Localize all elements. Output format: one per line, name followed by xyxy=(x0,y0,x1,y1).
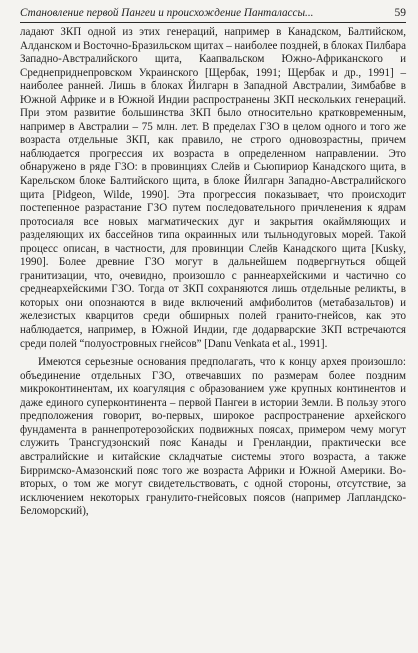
running-header xyxy=(20,6,406,23)
page-number: 59 xyxy=(394,7,406,19)
running-title: Становление первой Пангеи и происхождение Панталассы... xyxy=(20,7,314,19)
paragraph-2: Имеются серьезные основания предполагать, что к концу архея произошло: объединение отдельных ГЗО, отвечавших по размерам более поздним микроконтинентам, их коагуляция с образованием уже крупных континентов и даже единого суперконтинента – первой Пангеи в истории Земли. В пользу этого предположения говорит, во-первых, широкое распространение архейского фундамента в раннепротерозойских подвижных поясах, примером чему могут служить Трансгудзонский пояс Канады и Гренландии, практически все австралийские и китайские складчатые системы этого возраста, а также Бирримско-Амазонский пояс того же возраста Африки и Южной Америки. Во-вторых, о том же могут свидетельствовать, с одной стороны, отсутствие, за исключением некоторых гранулито-гнейсовых поясов (например Лапландско-Беломорский), xyxy=(20,356,406,518)
paragraph-1: ладают ЗКП одной из этих генераций, например в Канадском, Балтийском, Алданском и Восточно-Бразильском щитах – наиболее поздней, в блоках Пилбара Западно-Австралийского щита, Каапвальском Южно-Африканского и Среднеприднепровском Украинского [Щербак, 1991; Щербак и др., 1991] – наиболее ранней. Лишь в блоках Йилгарн в Западной Австралии, Зимбабве в Южной Африке и в Южной Индии распространены ЗКП нескольких генераций. При этом развитие большинства ЗКП было относительно кратковременным, например в Австралии – 75 млн. лет. В пределах ГЗО в целом одного и того же возраста отдельные ЗКП, как правило, не строго одновозрастны, причем наблюдается прогрессия их возраста в определенном направлении. Это обнаружено в ряде ГЗО: в провинциях Слейв и Сьюпириор Канадского щита, в Карельском блоке Балтийского щита, в блоке Йилгарн Западно-Австралийского щита [Pidgeon, Wilde, 1990]. Эта прогрессия показывает, что происходит постепенное разрастание ГЗО путем последовательного причленения к ядрам протосиаля все новых магматических дуг и закрытия окаймляющих и разделяющих их бассейнов типа окраинных или тыльнодуговых морей. Такой процесс описан, в частности, для провинции Слейв Канадского щита [Kusky, 1990]. Более древние ГЗО могут в дальнейшем подвергнуться общей гранитизации, что, очевидно, произошло с раннеархейскими и частично со среднеархейскими ГЗО. Тогда от ЗКП сохраняются лишь отдельные реликты, в которых они опознаются в виде включений амфиболитов (метабазальтов) и железистых кварцитов среди обширных полей гранито-гнейсов, как это наблюдается, например, в Южной Индии, где додарварские ЗКП встречаются среди полей “полуостровных гнейсов” [Danu Venkata et al., 1991]. xyxy=(20,26,406,350)
